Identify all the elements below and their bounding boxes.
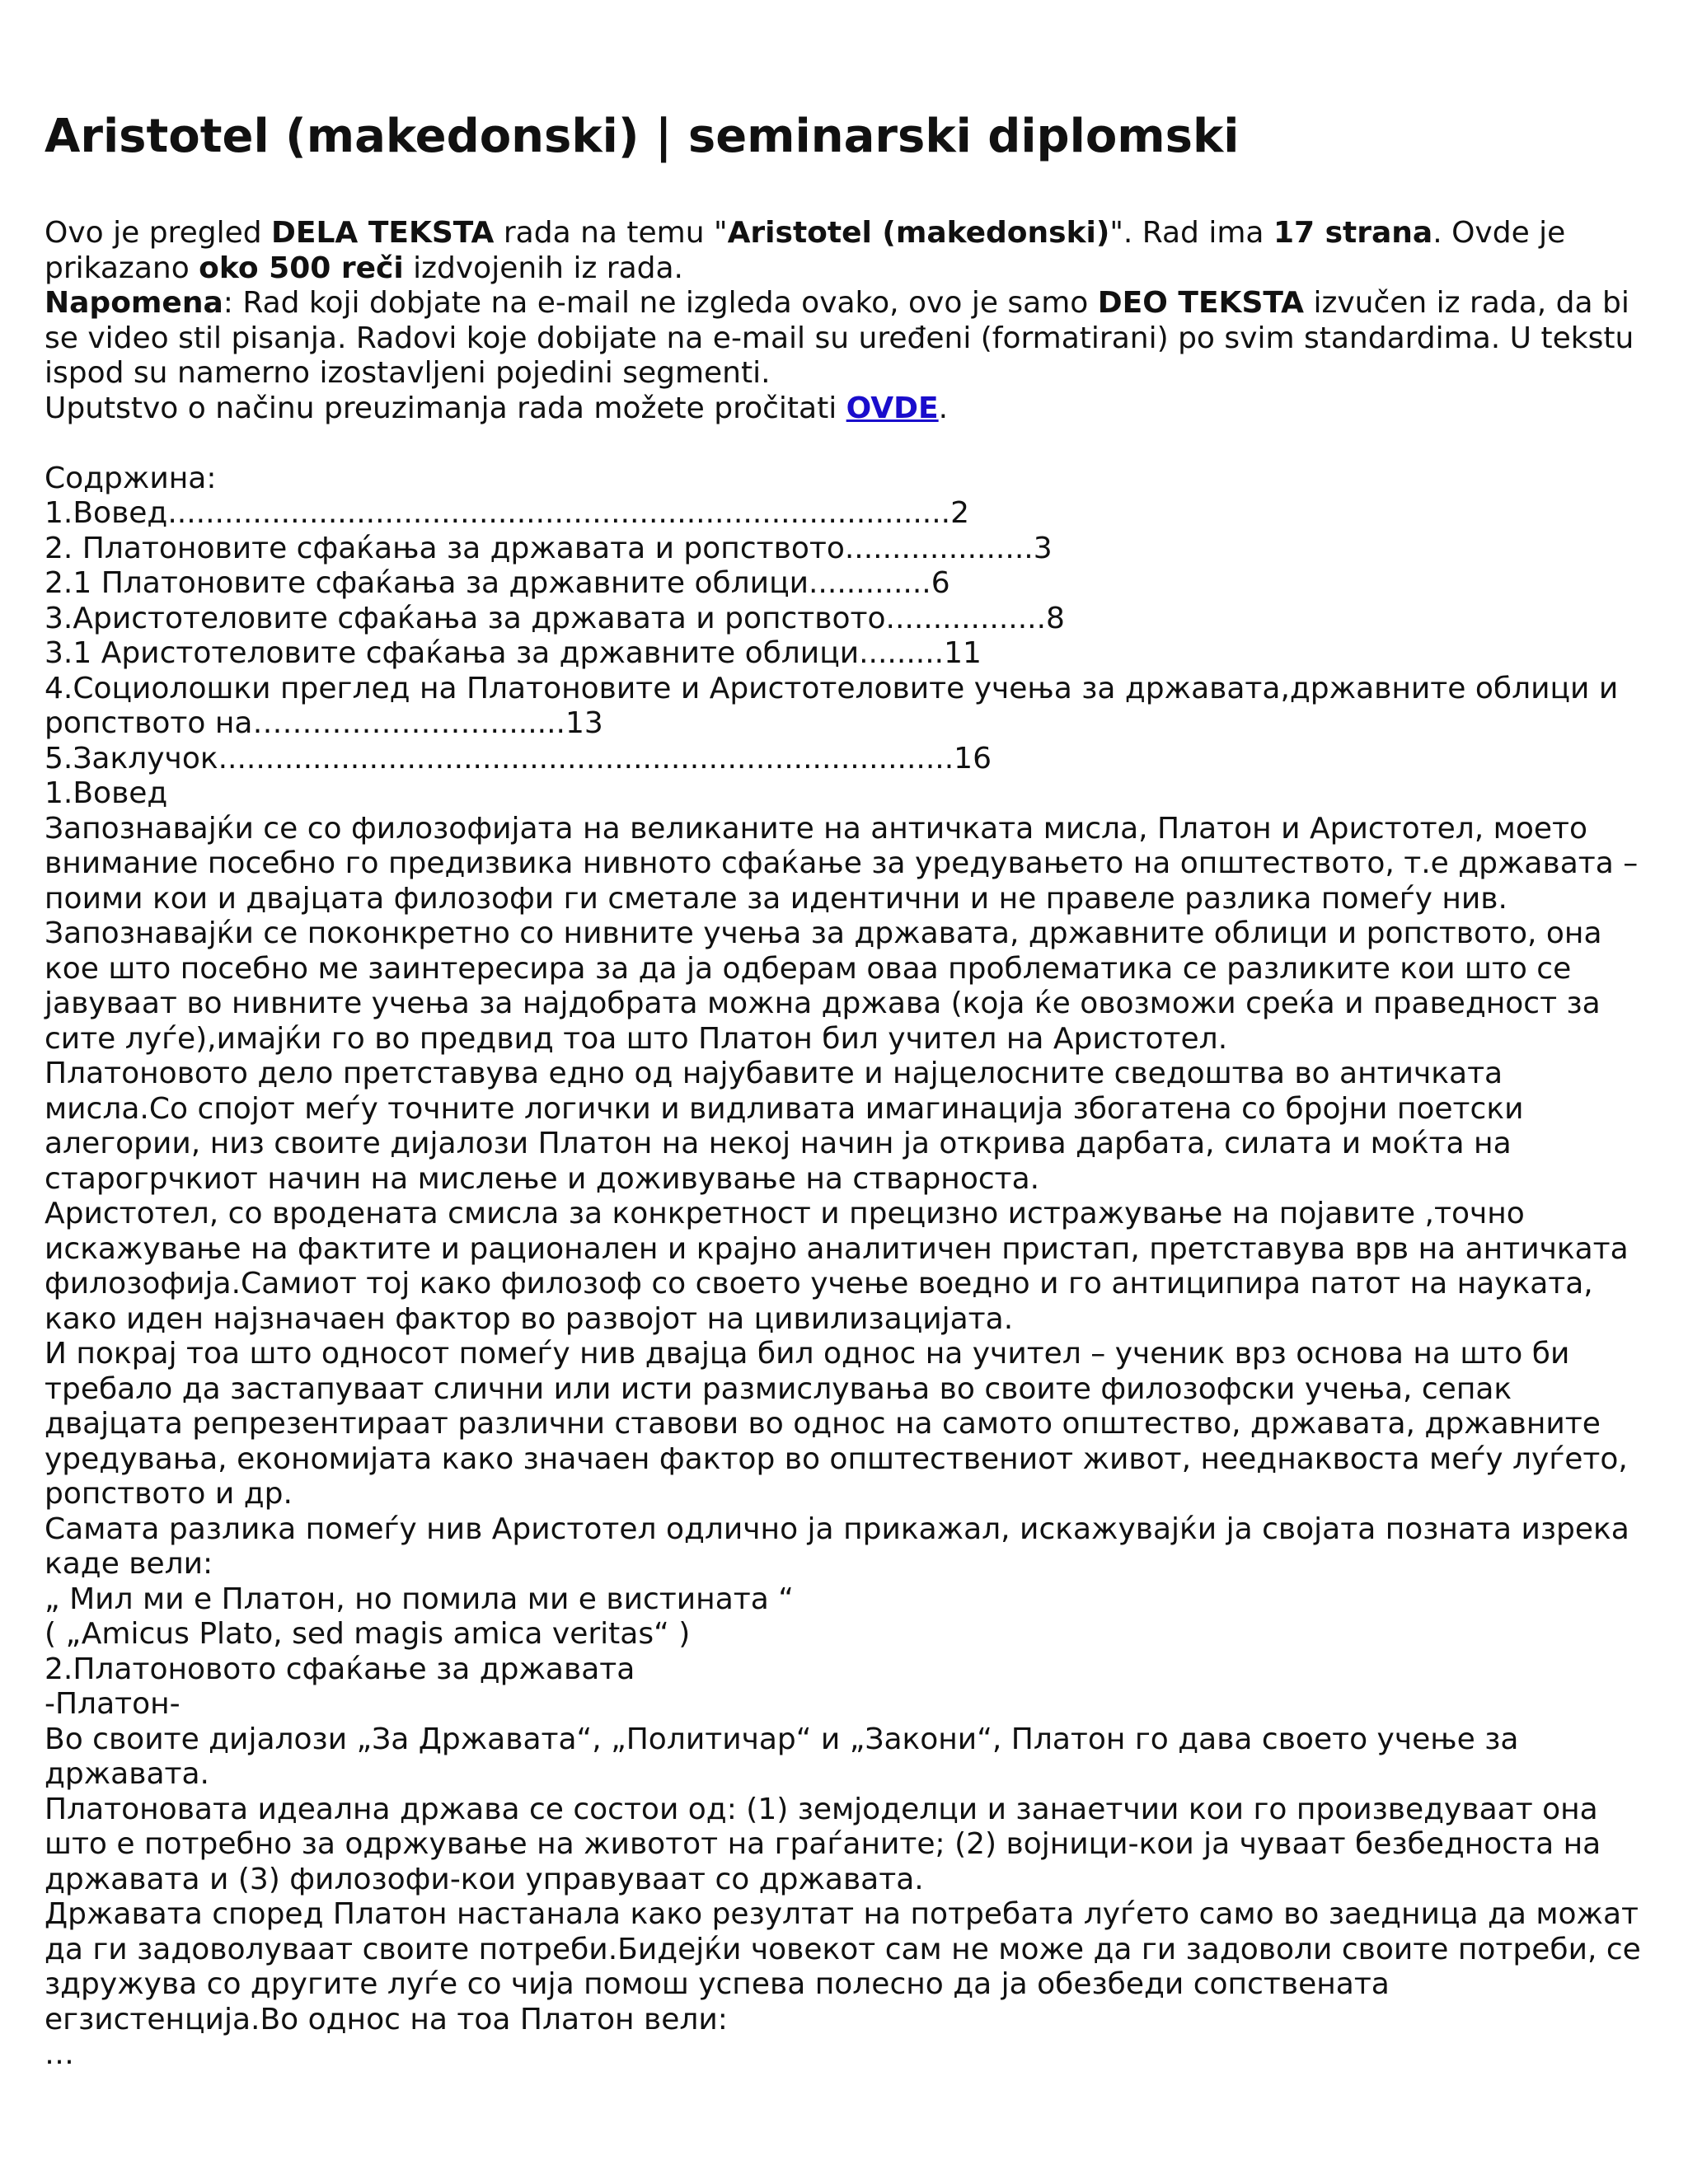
intro-text: Ovo je pregled bbox=[45, 216, 272, 250]
intro-note bbox=[45, 286, 1652, 391]
quote-latin: ( „Amicus Plato, sed magis amica veritas“ ) bbox=[45, 1617, 691, 1651]
paragraph: И покрај тоа што односот помеѓу нив двајца бил однос на учител – ученик врз основа на што би требало да застапуваат слични или исти размислувања во своите филозофски учења, сепак двајцата репрезентираат различни ставови во однос на самото општество, државата, државните уредувања, економијата како значаен фактор во општествениот живот, нееднаквоста меѓу луѓето, ропството и др. bbox=[45, 1337, 1628, 1511]
intro-section bbox=[45, 216, 1652, 426]
toc-item: 3.1 Аристотеловите сфаќања за државните облици.........11 bbox=[45, 636, 982, 670]
intro-bold-part: DELA TEKSTA bbox=[271, 216, 495, 250]
howto-text: . bbox=[938, 391, 949, 425]
toc-item: 2. Платоновите сфаќања за државата и ропството....................3 bbox=[45, 531, 1053, 565]
section-heading: 1.Вовед bbox=[45, 776, 168, 810]
intro-text: rada na temu " bbox=[494, 216, 728, 250]
paragraph: Запознавајќи се со филозофијата на великаните на античката мисла, Платон и Аристотел, моето внимание посебно го предизвика нивното сфаќање за уредувањето на општеството, т.е државата – поими кои и двајцата филозофи ги сметале за идентични и не правеле разлика помеѓу нив. bbox=[45, 811, 1639, 916]
section-heading: 2.Платоновото сфаќање за државата bbox=[45, 1652, 635, 1686]
toc-item: 5.Заклучок..............................................................................16 bbox=[45, 741, 992, 776]
note-text: izvučen iz rada, da bi se video stil pisanja. Radovi koje dobijate na e-mail su uređeni (formatirani) po svim standardima. U tekstu ispod su namerno izostavljeni pojedini segmenti. bbox=[45, 286, 1634, 390]
paragraph: Запознавајќи се поконкретно со нивните учења за државата, државните облици и ропството, она кое што посебно ме заинтересира за да ја одберам оваа проблематика се разликите кои што се јавуваат во нивните учења за најдобрата можна држава (која ќе овозможи среќа и праведност за сите луѓе),имајќи го во предвид тоа што Платон бил учител на Аристотел. bbox=[45, 916, 1602, 1056]
paragraph: Аристотел, со вродената смисла за конкретност и прецизно истражување на појавите ,точно искажување на фактите и рационален и крајно аналитичен пристап, претставува врв на античката филозофија.Самиот тој како филозоф со своето учење воедно и го антиципира патот на науката, како иден најзначаен фактор во развојот на цивилизацијата. bbox=[45, 1197, 1629, 1336]
intro-word-count: oko 500 reči bbox=[199, 251, 404, 285]
intro-howto bbox=[45, 391, 1652, 427]
intro-page-count: 17 strana bbox=[1273, 216, 1433, 250]
note-bold-part: DEO TEKSTA bbox=[1097, 286, 1304, 320]
toc-item: 3.Аристотеловите сфаќања за државата и ропството.................8 bbox=[45, 601, 1065, 635]
table-of-contents bbox=[45, 462, 1652, 777]
paragraph: Платоновата идеална држава се состои од: (1) земјоделци и занаетчии кои го произведуваат она што е потребно за одржување на животот на граѓаните; (2) војници-кои ја чуваат безбедноста на државата и (3) филозофи-кои управуваат со државата. bbox=[45, 1792, 1601, 1896]
intro-text: . Ovde je prikazano bbox=[45, 216, 1566, 285]
paragraph: Самата разлика помеѓу нив Аристотел одлично ја прикажал, искажувајќи ја својата позната изрека каде вели: bbox=[45, 1511, 1629, 1581]
paragraph: Платоновото дело претставува едно од најубавите и најцелосните сведоштва во античката мисла.Со спојот меѓу точните логички и видливата имагинација збогатена со бројни поетски алегории, низ своите дијалози Платон на некој начин ја открива дарбата, силата и моќта на старогрчкиот начин на мислење и доживување на стварноста. bbox=[45, 1057, 1524, 1196]
intro-text: ". Rad ima bbox=[1109, 216, 1273, 250]
toc-item: 2.1 Платоновите сфаќања за државните облици.............6 bbox=[45, 566, 950, 600]
spacer bbox=[45, 426, 1652, 462]
paragraph: Државата според Платон настанала како резултат на потребата луѓето само во заедница да можат да ги задоволуваат своите потреби.Бидејќи човекот сам не може да ги задоволи своите потреби, се здружува со другите луѓе со чија помош успева полесно да ја обезбеди сопствената егзистенција.Во однос на тоа Платон вели: bbox=[45, 1897, 1641, 2036]
paragraph: Во своите дијалози „За Државата“, „Политичар“ и „Закони“, Платон го дава своето учење за државата. bbox=[45, 1722, 1519, 1791]
document-page bbox=[45, 107, 1652, 2073]
toc-item: 4.Социолошки преглед на Платоновите и Аристотеловите учења за државата,државните облици и ропството на……………………........13 bbox=[45, 671, 1619, 740]
toc-item: 1.Вовед...................................................................................2 bbox=[45, 496, 970, 530]
toc-heading: Содржина: bbox=[45, 461, 217, 495]
note-label: Napomena bbox=[45, 286, 223, 320]
quote: „ Мил ми е Платон, но помила ми е вистината “ bbox=[45, 1582, 794, 1616]
download-instructions-link[interactable]: OVDE bbox=[846, 391, 939, 425]
subheading: -Платон- bbox=[45, 1687, 181, 1721]
howto-text: Uputstvo o načinu preuzimanja rada možete pročitati bbox=[45, 391, 846, 425]
document-body bbox=[45, 776, 1652, 2073]
intro-summary bbox=[45, 216, 1652, 286]
note-text: : Rad koji dobjate na e-mail ne izgleda ovako, ovo je samo bbox=[223, 286, 1098, 320]
intro-topic: Aristotel (makedonski) bbox=[727, 216, 1110, 250]
page-title: Aristotel (makedonski) | seminarski diplomski bbox=[45, 110, 1240, 163]
ellipsis: … bbox=[45, 2037, 74, 2071]
intro-text: izdvojenih iz rada. bbox=[403, 251, 683, 285]
